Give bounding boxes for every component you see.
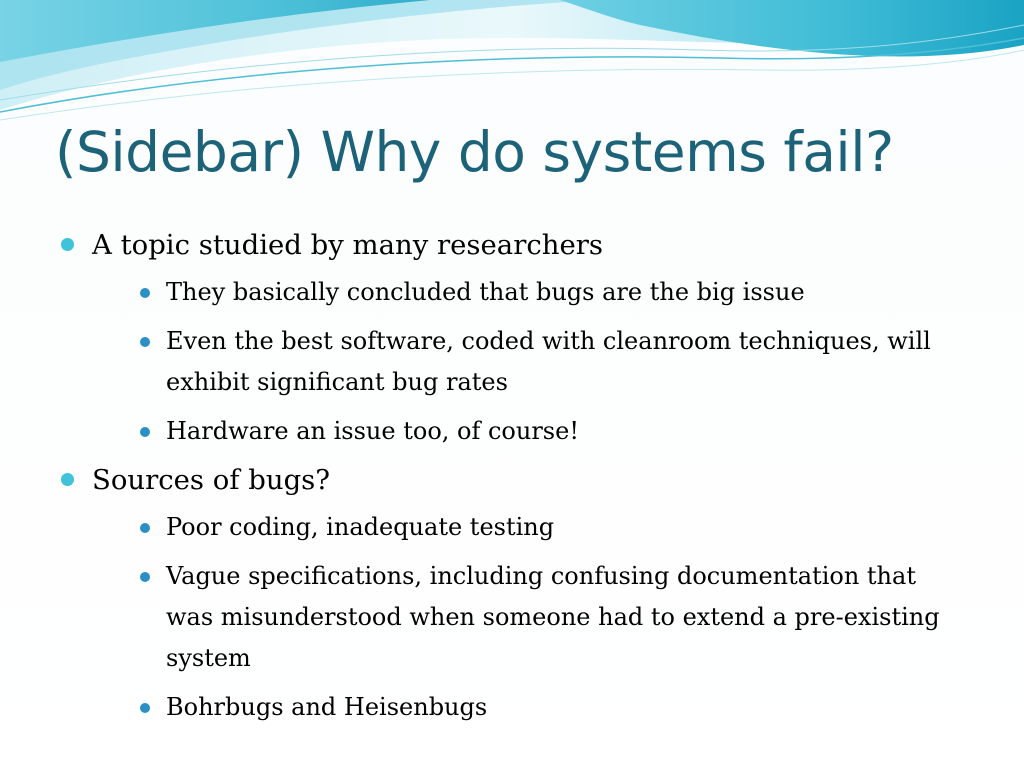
bullet-list — [60, 225, 970, 736]
bullet-icon — [61, 238, 74, 251]
sub-bullet-item — [92, 272, 970, 313]
sub-bullet-item — [92, 411, 970, 452]
sub-bullet-icon — [140, 288, 150, 298]
sub-bullet-item — [92, 507, 970, 548]
sub-bullet-icon — [140, 337, 150, 347]
bullet-text: A topic studied by many researchers — [92, 229, 603, 261]
sub-bullet-item — [92, 687, 970, 728]
header-wave-decoration — [0, 0, 1024, 130]
sub-bullet-text: Poor coding, inadequate testing — [166, 513, 555, 541]
bullet-item-topic — [60, 225, 970, 452]
sub-bullet-icon — [140, 427, 150, 437]
bullet-text: Sources of bugs? — [92, 464, 331, 496]
sub-bullet-text: They basically concluded that bugs are the big issue — [166, 278, 805, 306]
sub-bullet-icon — [140, 523, 150, 533]
bullet-item-sources — [60, 460, 970, 728]
sub-bullet-icon — [140, 703, 150, 713]
sub-bullet-text: Vague specifications, including confusing documentation that was misunderstood when someone had to extend a pre-existing system — [166, 562, 940, 672]
sub-bullet-icon — [140, 572, 150, 582]
sub-bullet-item — [92, 321, 970, 403]
sub-bullet-item — [92, 556, 970, 679]
bullet-icon — [61, 473, 74, 486]
sub-bullet-text: Bohrbugs and Heisenbugs — [166, 693, 488, 721]
sub-bullet-text: Even the best software, coded with cleanroom techniques, will exhibit significant bug rates — [166, 327, 931, 396]
slide-title: (Sidebar) Why do systems fail? — [55, 120, 894, 184]
sub-bullet-text: Hardware an issue too, of course! — [166, 417, 579, 445]
